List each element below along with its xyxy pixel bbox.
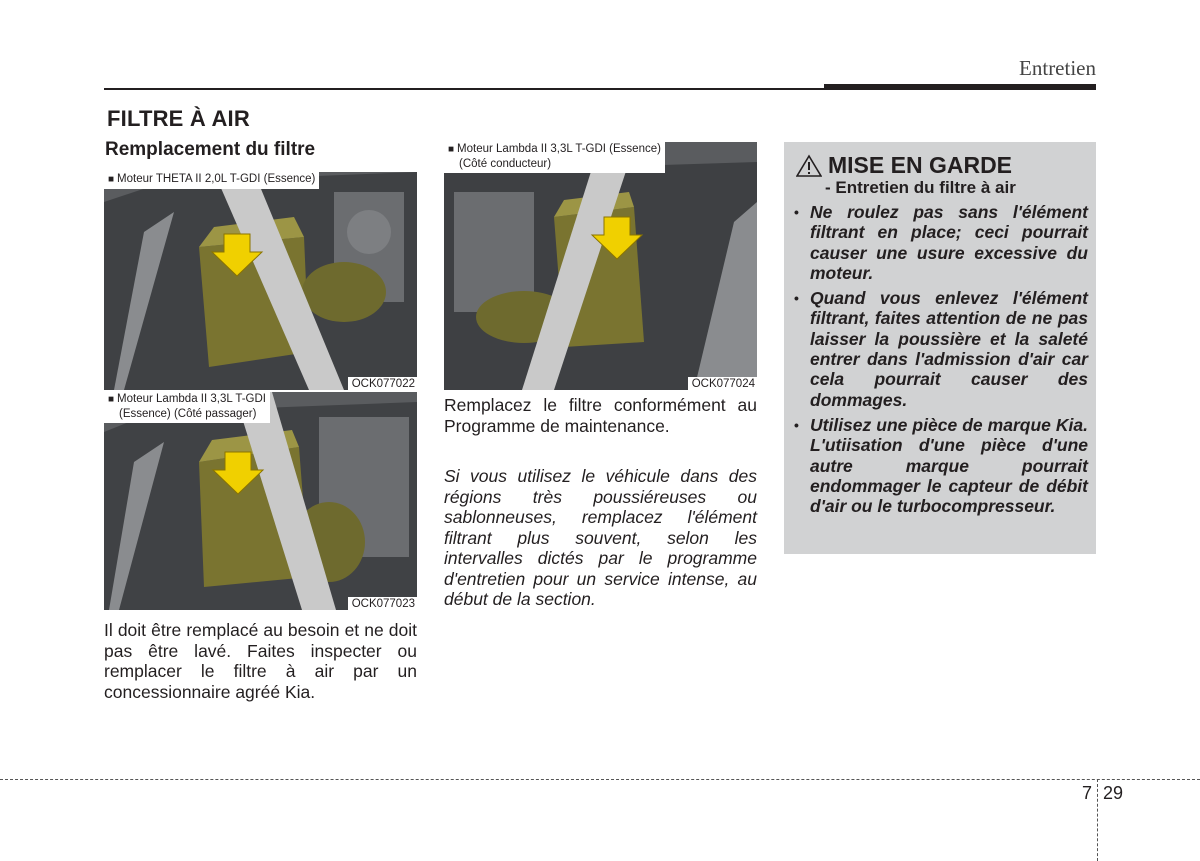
caption-line-2: (Côté conducteur) bbox=[459, 158, 552, 170]
caution-item: • Quand vous enlevez l'élément filtrant, faites attention de ne pas laisser la poussière et la saleté entrer dans l'admission d'air car cela pourrait causer des dommages. bbox=[794, 288, 1088, 410]
engine-bay-illustration bbox=[104, 392, 417, 610]
caution-subtitle: - Entretien du filtre à air bbox=[825, 178, 1016, 197]
caption-marker: ■ bbox=[108, 174, 115, 185]
figure-caption bbox=[104, 172, 319, 189]
chapter-number: 7 bbox=[1081, 783, 1092, 803]
engine-bay-illustration bbox=[104, 172, 417, 390]
section-header: Entretien bbox=[1019, 56, 1096, 80]
figure-engine-theta bbox=[104, 172, 417, 390]
middle-paragraph: Remplacez le filtre conformément au Programme de maintenance. bbox=[444, 395, 757, 436]
header-rule bbox=[104, 88, 1096, 90]
page-title: FILTRE À AIR bbox=[107, 106, 250, 131]
caption-marker: ■ bbox=[108, 394, 115, 405]
caution-item: • Ne roulez pas sans l'élément filtrant en place; ceci pourrait causer une usure excessive du moteur. bbox=[794, 202, 1088, 283]
caution-item: • Utilisez une pièce de marque Kia. L'utiisation d'une pièce d'une autre marque pourrait endommager le capteur de débit d'air ou le turbocompresseur. bbox=[794, 415, 1088, 516]
middle-italic-paragraph: Si vous utilisez le véhicule dans des régions très poussiéreuses ou sablonneuses, remplacez l'élément filtrant plus souvent, selon les intervalles dictés par le programme d'entretien pour un service intense, au début de la section. bbox=[444, 466, 757, 609]
left-paragraph: Il doit être remplacé au besoin et ne doit pas être lavé. Faites inspecter ou remplacer le filtre à air par un concessionnaire agréé Kia. bbox=[104, 620, 417, 702]
footer-dashed-divider bbox=[1097, 779, 1098, 861]
caption-line: Moteur Lambda II 3,3L T-GDI bbox=[117, 393, 266, 405]
caution-header bbox=[796, 152, 1012, 179]
figure-code: OCK077022 bbox=[348, 377, 417, 390]
figure-caption bbox=[104, 392, 270, 423]
caption-marker: ■ bbox=[448, 144, 455, 155]
warning-icon bbox=[796, 154, 822, 178]
caution-list bbox=[794, 202, 1088, 521]
page-number: 29 bbox=[1103, 783, 1124, 803]
caution-box bbox=[784, 142, 1096, 554]
figure-code: OCK077024 bbox=[688, 377, 757, 390]
caption-line-2: (Essence) (Côté passager) bbox=[119, 408, 257, 420]
caption-line: Moteur THETA II 2,0L T-GDI (Essence) bbox=[117, 173, 316, 185]
section-subtitle: Remplacement du filtre bbox=[105, 139, 316, 160]
figure-code: OCK077023 bbox=[348, 597, 417, 610]
figure-engine-lambda-driver bbox=[444, 142, 757, 390]
engine-bay-illustration bbox=[444, 142, 757, 390]
caption-line: Moteur Lambda II 3,3L T-GDI (Essence) bbox=[457, 143, 661, 155]
figure-engine-lambda-passenger bbox=[104, 392, 417, 610]
figure-caption bbox=[444, 142, 665, 173]
caution-title: MISE EN GARDE bbox=[828, 152, 1013, 178]
footer-dashed-rule bbox=[0, 779, 1200, 780]
